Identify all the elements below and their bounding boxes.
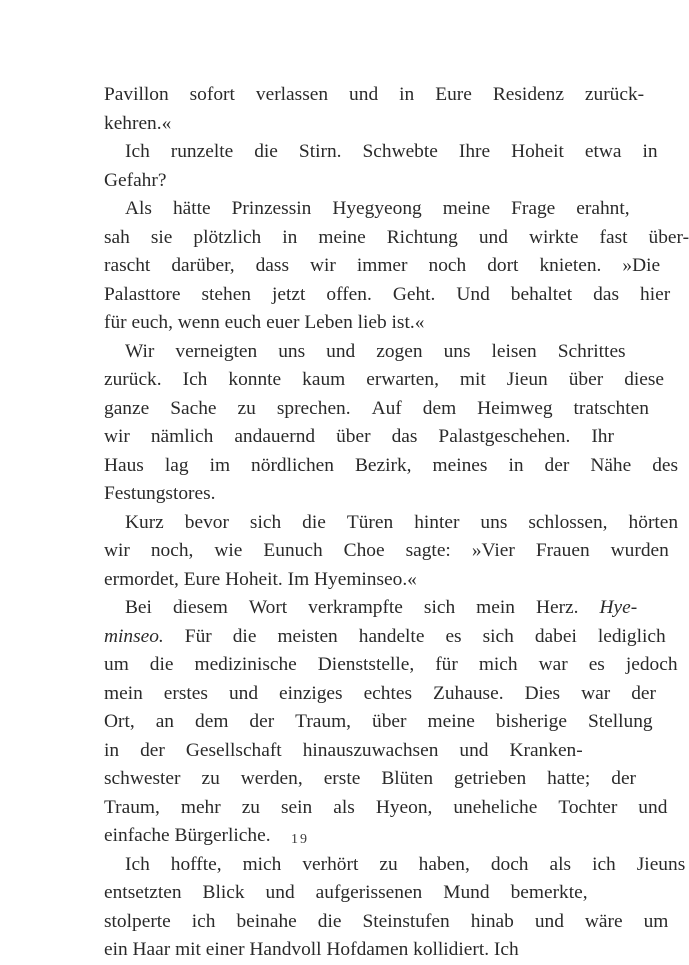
text-line: Bei diesem Wort verkrampfte sich mein Herz. Hye-	[125, 597, 638, 618]
paragraph	[83, 81, 645, 138]
text-line: mein erstes und einziges echtes Zuhause. Dies war der	[104, 682, 656, 704]
text-line: Ich runzelte die Stirn. Schwebte Ihre Hoheit etwa in	[125, 141, 658, 162]
text-line: stolperte ich beinahe die Steinstufen hinab und wäre um	[104, 910, 669, 932]
text-line: ermordet, Eure Hoheit. Im Hyeminseo.«	[104, 568, 417, 590]
text-line: ganze Sache zu sprechen. Auf dem Heimweg tratschten	[104, 397, 649, 419]
text-line: Ort, an dem der Traum, über meine bisherige Stellung	[104, 711, 653, 732]
text-line: wir noch, wie Eunuch Choe sagte: »Vier Frauen wurden	[104, 540, 669, 561]
text-line: Festungstores.	[104, 483, 216, 504]
text-line: sah sie plötzlich in meine Richtung und wirkte fast über-	[104, 226, 689, 248]
page-number: 19	[291, 832, 309, 847]
text-line: rascht darüber, dass wir immer noch dort knieten. »Die	[104, 255, 661, 276]
text-line: für euch, wenn euch euer Leben lieb ist.«	[104, 312, 425, 333]
text-line: wir nämlich andauernd über das Palastgeschehen. Ihr	[104, 426, 614, 447]
text-line: Traum, mehr zu sein als Hyeon, uneheliche Tochter und	[104, 796, 668, 818]
text-line: ein Haar mit einer Handvoll Hofdamen kollidiert. Ich	[104, 939, 519, 960]
text-line: schwester zu werden, erste Blüten getrieben hatte; der	[104, 768, 637, 789]
paragraph	[83, 138, 658, 195]
paragraph	[83, 851, 686, 965]
paragraph	[83, 594, 678, 851]
text-line: minseo. Für die meisten handelte es sich dabei lediglich	[104, 625, 666, 647]
text-line: Haus lag im nördlichen Bezirk, meines in der Nähe des	[104, 454, 679, 476]
text-line: Palasttore stehen jetzt offen. Geht. Und behaltet das hier	[104, 283, 671, 305]
paragraph	[83, 509, 679, 595]
text-line: Kurz bevor sich die Türen hinter uns schlossen, hörten	[125, 511, 679, 533]
text-line: Als hätte Prinzessin Hyegyeong meine Frage erahnt,	[125, 198, 630, 219]
text-line: in der Gesellschaft hinauszuwachsen und Kranken-	[104, 739, 583, 761]
text-line: um die medizinische Dienststelle, für mich war es jedoch	[104, 654, 678, 675]
text-line: Ich hoffte, mich verhört zu haben, doch als ich Jieuns	[125, 853, 686, 875]
text-line: Gefahr?	[104, 169, 167, 191]
text-line: Pavillon sofort verlassen und in Eure Residenz zurück-	[104, 84, 645, 105]
text-line: einfache Bürgerliche.	[104, 825, 271, 846]
text-line: Wir verneigten uns und zogen uns leisen Schrittes	[125, 340, 626, 362]
paragraph	[83, 338, 679, 509]
text-line: zurück. Ich konnte kaum erwarten, mit Jieun über diese	[104, 369, 665, 390]
text-line: entsetzten Blick und aufgerissenen Mund bemerkte,	[104, 882, 588, 903]
paragraph	[83, 195, 689, 338]
text-line: kehren.«	[104, 112, 172, 134]
